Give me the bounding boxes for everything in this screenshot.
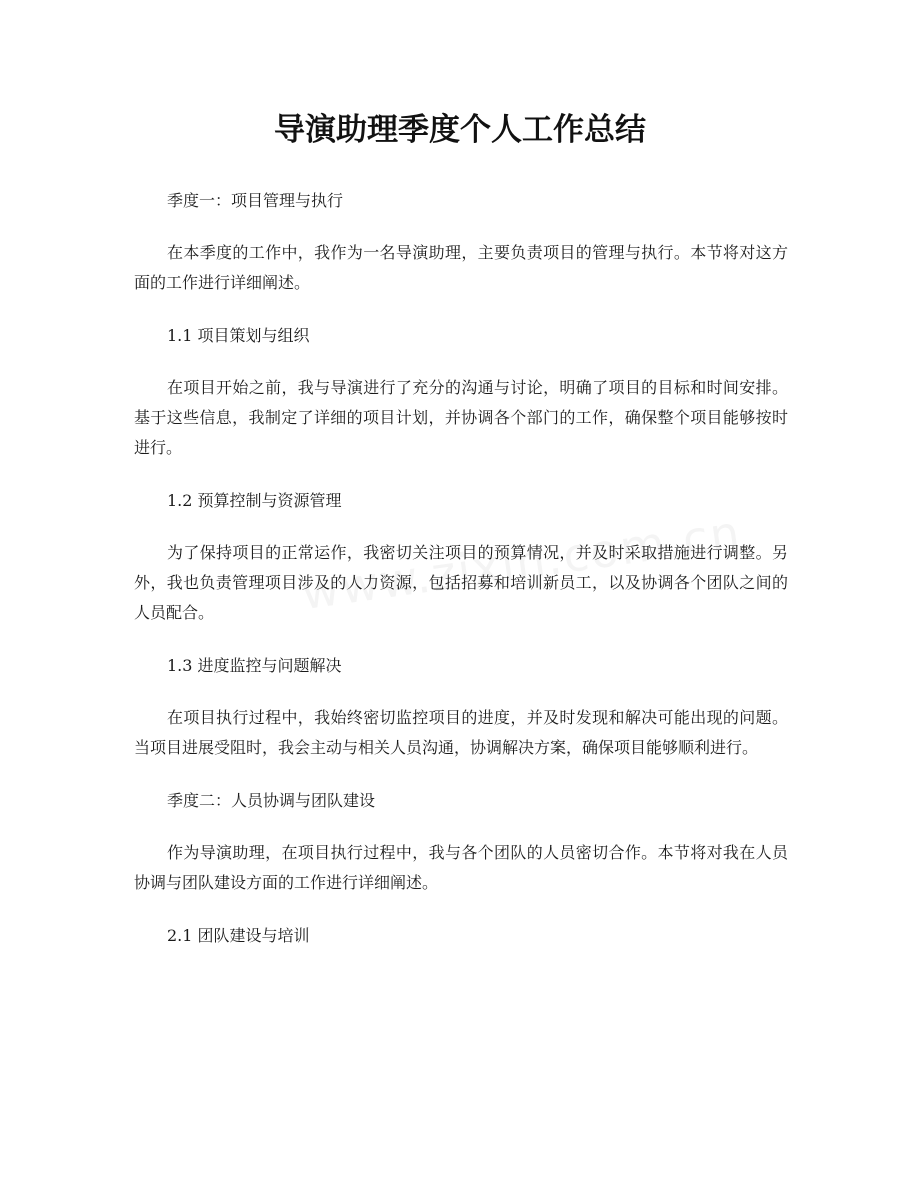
- paragraph: 在项目执行过程中，我始终密切监控项目的进度，并及时发现和解决可能出现的问题。当项目进展受阻时，我会主动与相关人员沟通，协调解决方案，确保项目能够顺利进行。: [134, 708, 788, 757]
- section-heading: 季度一：项目管理与执行: [167, 191, 344, 210]
- subsection-heading: 1.2 预算控制与资源管理: [167, 491, 342, 510]
- paragraph: 作为导演助理，在项目执行过程中，我与各个团队的人员密切合作。本节将对我在人员协调与团队建设方面的工作进行详细阐述。: [134, 843, 788, 892]
- document-body: [134, 186, 788, 973]
- subsection-heading: 2.1 团队建设与培训: [167, 926, 310, 945]
- paragraph: 在本季度的工作中，我作为一名导演助理，主要负责项目的管理与执行。本节将对这方面的工作进行详细阐述。: [134, 243, 788, 292]
- section-heading: 季度二：人员协调与团队建设: [167, 791, 376, 810]
- subsection-heading: 1.3 进度监控与问题解决: [167, 656, 342, 675]
- paragraph: 在项目开始之前，我与导演进行了充分的沟通与讨论，明确了项目的目标和时间安排。基于这些信息，我制定了详细的项目计划，并协调各个部门的工作，确保整个项目能够按时进行。: [134, 378, 788, 457]
- subsection-heading: 1.1 项目策划与组织: [167, 326, 310, 345]
- paragraph: 为了保持项目的正常运作，我密切关注项目的预算情况，并及时采取措施进行调整。另外，我也负责管理项目涉及的人力资源，包括招募和培训新员工，以及协调各个团队之间的人员配合。: [134, 543, 788, 622]
- document-title: 导演助理季度个人工作总结: [274, 112, 646, 148]
